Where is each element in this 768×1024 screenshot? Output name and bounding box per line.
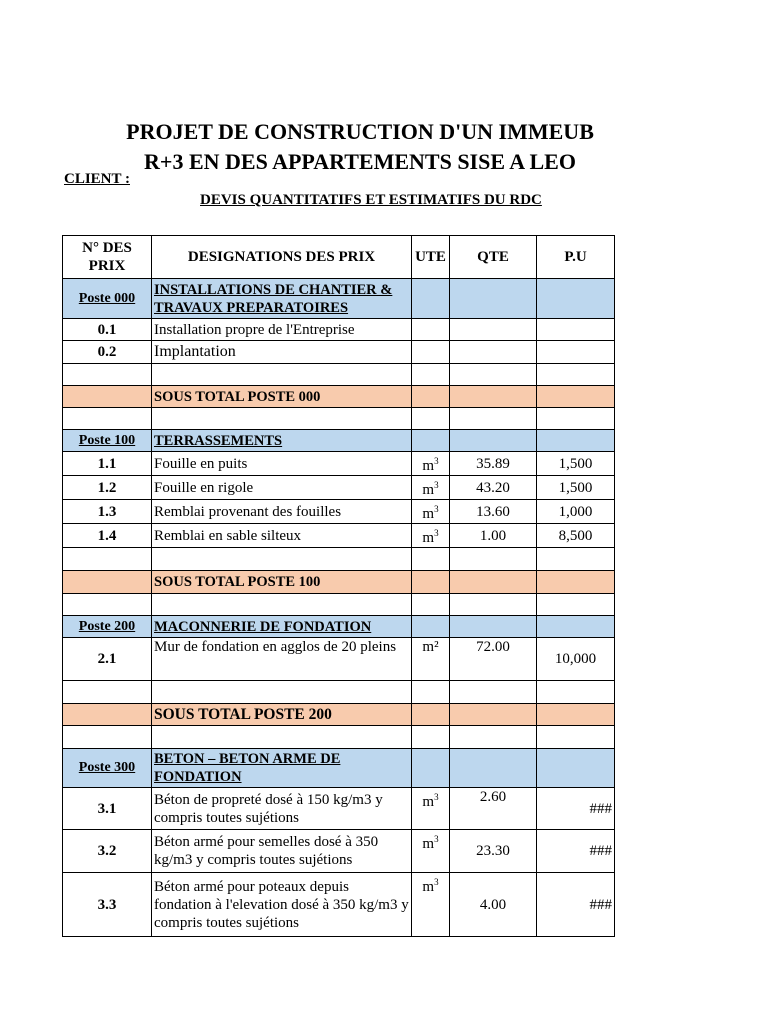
empty-row [63, 681, 615, 704]
header-num: N° DES PRIX [63, 236, 152, 279]
item-pu: ### [537, 830, 615, 873]
section-title: MACONNERIE DE FONDATION [152, 616, 412, 638]
item-designation: Béton de propreté dosé à 150 kg/m3 y compris toutes sujétions [152, 788, 412, 830]
header-pu: P.U [537, 236, 615, 279]
item-pu: 1,500 [537, 476, 615, 500]
item-unit: $m^3$ [412, 452, 450, 476]
item-unit: $m^3$ [412, 830, 450, 873]
item-unit: $m^3$ [412, 524, 450, 548]
empty-row [63, 408, 615, 430]
poste-label: Poste 000 [63, 279, 152, 319]
item-qte: 13.60 [450, 500, 537, 524]
item-designation: Béton armé pour poteaux depuis fondation à l'elevation dosé à 350 kg/m3 y compris toutes sujétions [152, 873, 412, 937]
item-num: 3.1 [63, 788, 152, 830]
item-designation: Implantation [152, 341, 412, 364]
table-row [63, 873, 615, 937]
item-num: 0.2 [63, 341, 152, 364]
empty-row [63, 548, 615, 571]
item-pu: ### [537, 873, 615, 937]
subtotal-label: SOUS TOTAL POSTE 100 [152, 571, 412, 594]
item-num: 3.2 [63, 830, 152, 873]
item-qte: 43.20 [450, 476, 537, 500]
empty-row [63, 594, 615, 616]
item-designation: Béton armé pour semelles dosé à 350 kg/m3 y compris toutes sujétions [152, 830, 412, 873]
item-num: 3.3 [63, 873, 152, 937]
item-num: 1.4 [63, 524, 152, 548]
item-designation: Remblai en sable silteux [152, 524, 412, 548]
client-label: CLIENT : [64, 171, 130, 187]
header-designation: DESIGNATIONS DES PRIX [152, 236, 412, 279]
poste-label: Poste 100 [63, 430, 152, 452]
item-unit: $m^3$ [412, 476, 450, 500]
table-row [63, 788, 615, 830]
item-designation: Fouille en puits [152, 452, 412, 476]
table-row [63, 319, 615, 341]
item-pu: 1,500 [537, 452, 615, 476]
section-row [63, 279, 615, 319]
item-unit: $m^3$ [412, 500, 450, 524]
item-qte: 72.00 [450, 638, 537, 681]
header-qte: QTE [450, 236, 537, 279]
table-row [63, 341, 615, 364]
empty-row [63, 364, 615, 386]
item-num: 0.1 [63, 319, 152, 341]
item-qte: 23.30 [450, 830, 537, 873]
item-qte: 1.00 [450, 524, 537, 548]
table-row [63, 476, 615, 500]
item-designation: Installation propre de l'Entreprise [152, 319, 412, 341]
item-unit: $m^3$ [412, 788, 450, 830]
item-unit: m² [412, 638, 450, 681]
devis-title: DEVIS QUANTITATIFS ET ESTIMATIFS DU RDC [200, 192, 542, 208]
item-designation: Fouille en rigole [152, 476, 412, 500]
item-pu: 8,500 [537, 524, 615, 548]
item-designation: Remblai provenant des fouilles [152, 500, 412, 524]
estimate-table [62, 235, 615, 937]
table-row [63, 830, 615, 873]
item-num: 1.2 [63, 476, 152, 500]
subtotal-row [63, 386, 615, 408]
project-title [60, 119, 660, 174]
item-pu: 10,000 [537, 638, 615, 681]
item-qte: 4.00 [450, 873, 537, 937]
subtotal-label: SOUS TOTAL POSTE 200 [152, 704, 412, 726]
project-title-line2: R+3 EN DES APPARTEMENTS SISE A LEO [144, 149, 576, 174]
item-num: 2.1 [63, 638, 152, 681]
project-title-line1: PROJET DE CONSTRUCTION D'UN IMMEUB [126, 119, 594, 144]
section-title: TERRASSEMENTS [152, 430, 412, 452]
table-header-row [63, 236, 615, 279]
section-row [63, 430, 615, 452]
item-qte: 35.89 [450, 452, 537, 476]
section-row [63, 749, 615, 788]
table-row [63, 524, 615, 548]
item-unit: $m^3$ [412, 873, 450, 937]
section-title: INSTALLATIONS DE CHANTIER & TRAVAUX PREPARATOIRES [152, 279, 412, 319]
item-qte: 2.60 [450, 788, 537, 830]
item-pu: 1,000 [537, 500, 615, 524]
subtotal-label: SOUS TOTAL POSTE 000 [152, 386, 412, 408]
item-pu: ### [537, 788, 615, 830]
section-row [63, 616, 615, 638]
table-row [63, 452, 615, 476]
empty-row [63, 726, 615, 749]
item-num: 1.3 [63, 500, 152, 524]
subtotal-row [63, 704, 615, 726]
item-num: 1.1 [63, 452, 152, 476]
header-ute: UTE [412, 236, 450, 279]
section-title: BETON – BETON ARME DE FONDATION [152, 749, 412, 788]
table-row [63, 500, 615, 524]
item-designation: Mur de fondation en agglos de 20 pleins [152, 638, 412, 681]
poste-label: Poste 200 [63, 616, 152, 638]
table-row [63, 638, 615, 681]
subtotal-row [63, 571, 615, 594]
poste-label: Poste 300 [63, 749, 152, 788]
